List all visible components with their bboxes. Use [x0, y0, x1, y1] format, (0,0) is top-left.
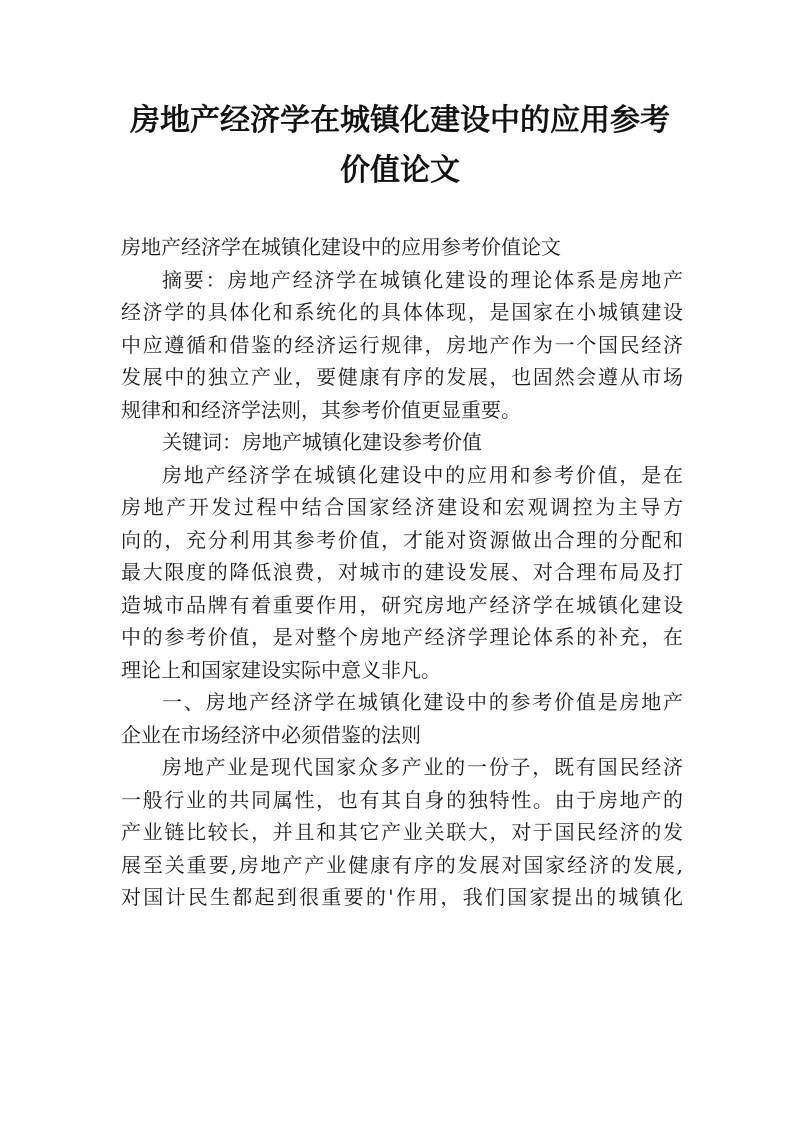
paragraph-line: 中的参考价值，是对整个房地产经济学理论体系的补充，在 [121, 625, 683, 649]
title-line: 价值论文 [340, 153, 460, 188]
paragraph-line: 理论上和国家建设实际中意义非凡。 [121, 657, 441, 682]
section-heading-line: 一、房地产经济学在城镇化建设中的参考价值是房地产 [162, 690, 683, 714]
paragraph-line: 对国计民生都起到很重要的'作用，我们国家提出的城镇化 [121, 885, 683, 909]
paragraph-line: 产业链比较长，并且和其它产业关联大，对于国民经济的发 [121, 820, 683, 844]
keywords-line: 关键词：房地产城镇化建设参考价值 [162, 430, 482, 454]
paragraph-line: 展至关重要,房地产产业健康有序的发展对国家经济的发展, [121, 852, 683, 877]
paragraph-line: 向的，充分利用其参考价值，才能对资源做出合理的分配和 [121, 527, 683, 552]
paragraph-line: 房地产业是现代国家众多产业的一份子，既有国民经济 [162, 755, 683, 779]
abstract-line: 摘要：房地产经济学在城镇化建设的理论体系是房地产 [162, 267, 683, 292]
paragraph-line: 房地产经济学在城镇化建设中的应用和参考价值，是在 [162, 462, 683, 487]
section-heading-line: 企业在市场经济中必须借鉴的法则 [121, 722, 421, 747]
paragraph-line: 房地产开发过程中结合国家经济建设和宏观调控为主导方 [121, 495, 683, 519]
abstract-line: 发展中的独立产业，要健康有序的发展，也固然会遵从市场 [121, 365, 683, 389]
paragraph-line: 一般行业的共同属性，也有其自身的独特性。由于房地产的 [121, 787, 683, 812]
paragraph-line: 造城市品牌有着重要作用，研究房地产经济学在城镇化建设 [121, 592, 683, 617]
document-title [100, 96, 700, 196]
document-body [121, 231, 683, 914]
subtitle-line: 房地产经济学在城镇化建设中的应用参考价值论文 [121, 235, 561, 259]
abstract-line: 规律和和经济学法则，其参考价值更显重要。 [121, 397, 521, 422]
title-line: 房地产经济学在城镇化建设中的应用参考 [130, 103, 670, 138]
paragraph-line: 最大限度的降低浪费，对城市的建设发展、对合理布局及打 [121, 560, 683, 584]
abstract-line: 中应遵循和借鉴的经济运行规律，房地产作为一个国民经济 [121, 332, 683, 357]
abstract-line: 经济学的具体化和系统化的具体体现，是国家在小城镇建设 [121, 300, 683, 324]
